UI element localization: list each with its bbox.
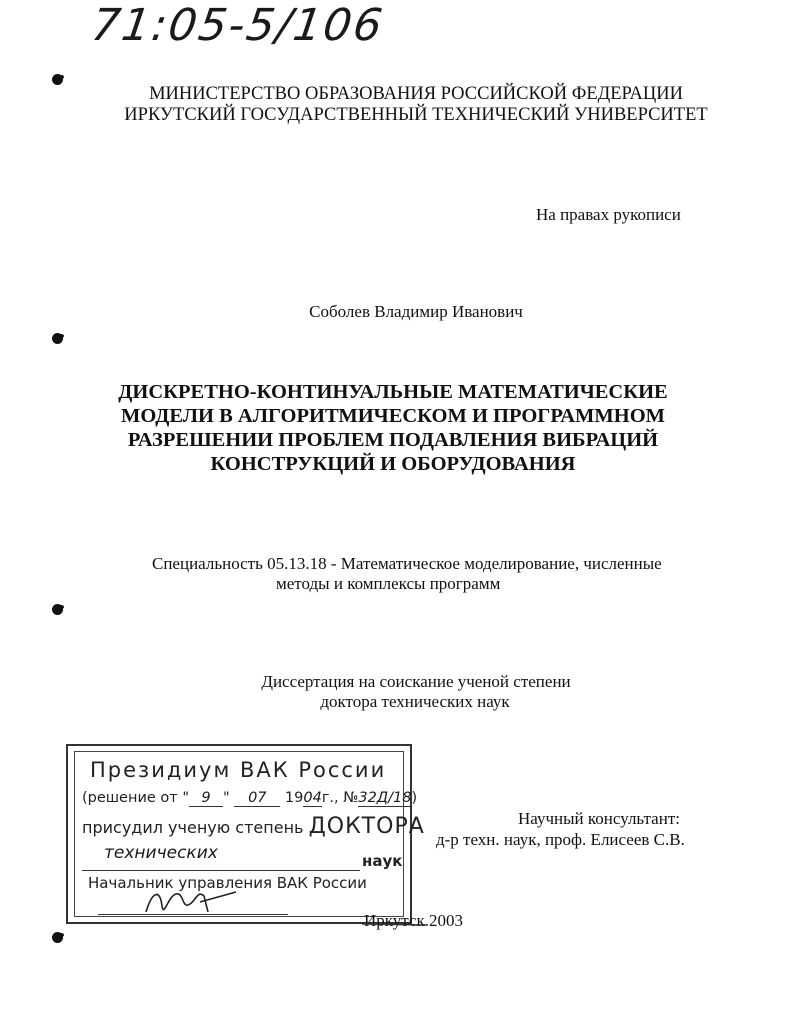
punch-hole-mark bbox=[52, 932, 63, 943]
awarded-degree: ДОКТОРА bbox=[308, 814, 425, 839]
title-line: КОНСТРУКЦИЙ И ОБОРУДОВАНИЯ bbox=[210, 453, 576, 475]
punch-hole-mark bbox=[52, 333, 63, 344]
decision-number: 32Д/18 bbox=[358, 790, 412, 806]
decision-prefix: (решение от " bbox=[82, 790, 190, 806]
stamp-chief-title: Начальник управления ВАК России bbox=[88, 874, 367, 892]
decision-year-prefix: 19 bbox=[284, 790, 304, 806]
signature-scribble bbox=[138, 882, 248, 922]
university-name: ИРКУТСКИЙ ГОСУДАРСТВЕННЫЙ ТЕХНИЧЕСКИЙ УНИВЕРСИТЕТ bbox=[124, 105, 708, 125]
stamp-heading: Президиум ВАК России bbox=[90, 758, 387, 782]
degree-line: доктора технических наук bbox=[320, 692, 510, 711]
title-line: РАЗРЕШЕНИИ ПРОБЛЕМ ПОДАВЛЕНИЯ ВИБРАЦИЙ bbox=[127, 429, 659, 451]
awarded-field: технических bbox=[104, 843, 218, 863]
advisor-label: Научный консультант: bbox=[518, 809, 680, 828]
title-line: ДИСКРЕТНО-КОНТИНУАЛЬНЫЕ МАТЕМАТИЧЕСКИЕ bbox=[118, 381, 668, 403]
manuscript-rights-notice: На правах рукописи bbox=[536, 205, 681, 224]
decision-month: 07 bbox=[234, 790, 280, 807]
specialty-line: Специальность 05.13.18 - Математическое моделирование, численные bbox=[152, 554, 662, 573]
vak-stamp bbox=[66, 744, 425, 924]
specialty-line: методы и комплексы программ bbox=[276, 574, 501, 593]
decision-day: 9 bbox=[189, 790, 223, 807]
title-line: МОДЕЛИ В АЛГОРИТМИЧЕСКОМ И ПРОГРАММНОМ bbox=[121, 405, 665, 427]
decision-number-prefix: г., № bbox=[321, 790, 359, 806]
author-name: Соболев Владимир Иванович bbox=[309, 302, 523, 321]
decision-closing: ) bbox=[411, 790, 418, 806]
decision-year-suffix: 04 bbox=[303, 790, 322, 806]
punch-hole-mark bbox=[52, 604, 63, 615]
stamp-overlap-scribble bbox=[362, 920, 428, 928]
awarded-sciences: наук bbox=[362, 852, 403, 870]
stamp-decision bbox=[82, 790, 417, 807]
city-year: Иркутск 2003 bbox=[364, 911, 463, 930]
decision-quote: " bbox=[223, 790, 230, 806]
advisor-name: д-р техн. наук, проф. Елисеев С.В. bbox=[436, 830, 685, 849]
archive-number: 71:05-5/106 bbox=[88, 0, 388, 51]
stamp-awarded bbox=[82, 814, 425, 839]
dissertation-title bbox=[0, 380, 786, 476]
degree-line: Диссертация на соискание ученой степени bbox=[261, 672, 571, 691]
ministry-name: МИНИСТЕРСТВО ОБРАЗОВАНИЯ РОССИЙСКОЙ ФЕДЕРАЦИИ bbox=[149, 84, 683, 104]
institution-header bbox=[0, 84, 796, 126]
awarded-prefix: присудил ученую степень bbox=[82, 818, 304, 837]
